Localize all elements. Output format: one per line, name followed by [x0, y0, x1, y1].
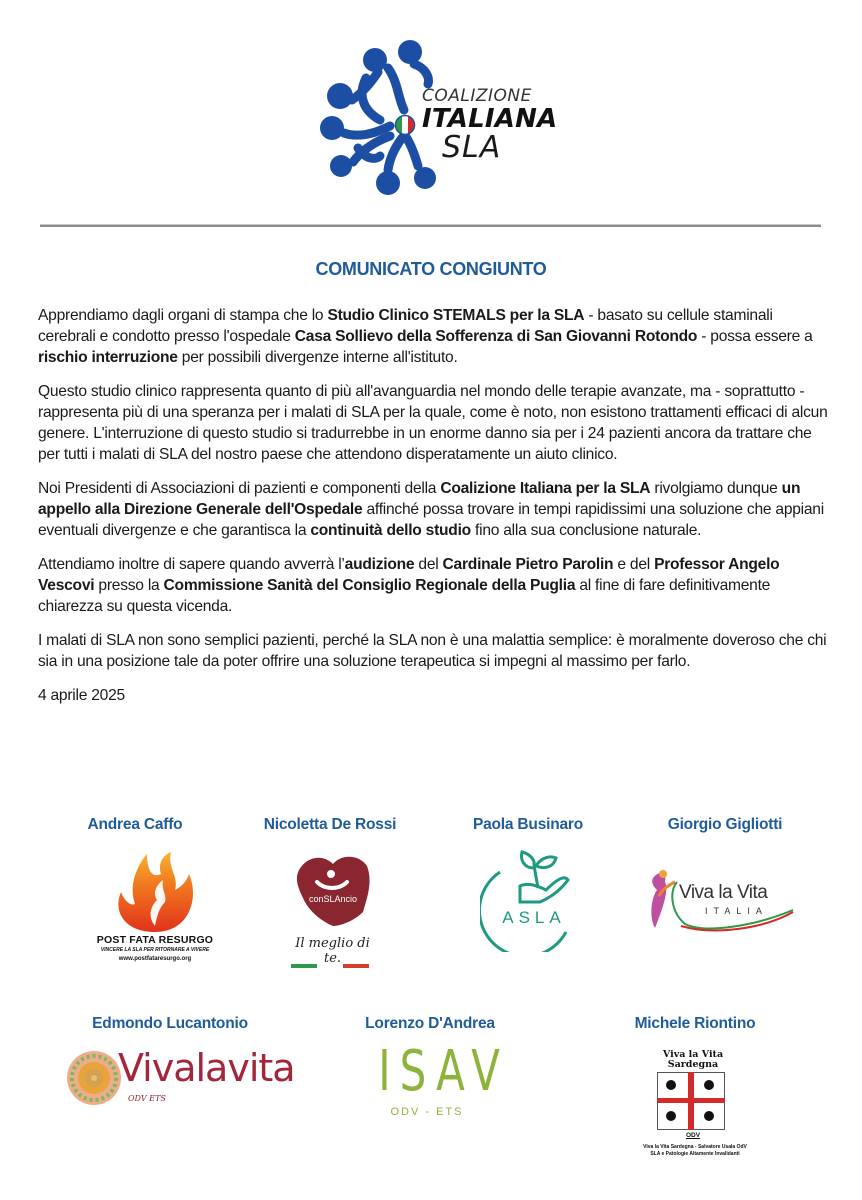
text-segment: e del — [613, 556, 655, 573]
org-title-line1: Viva la Vita — [662, 1049, 724, 1060]
org-subtitle: ODV - ETS — [390, 1106, 464, 1118]
isav-logo — [362, 1039, 509, 1122]
bold-segment: Commissione Sanità del Consiglio Regionale della Puglia — [163, 577, 576, 594]
org-title: conSLAncio — [308, 894, 358, 904]
org-caption-line1: Viva la Vita Sardegna - Salvatore Usala OdV — [643, 1144, 747, 1150]
org-subtitle: ITALIA — [705, 906, 768, 916]
document-date: 4 aprile 2025 — [38, 687, 125, 704]
post-fata-resurgo-logo — [95, 850, 215, 970]
bold-segment: Professor Angelo Vescovi — [38, 556, 780, 594]
signatory-name: Giorgio Gigliotti — [667, 816, 783, 833]
document-body — [38, 305, 828, 719]
text-segment: rivolgiamo dunque — [650, 480, 782, 497]
org-subtitle: ODV ETS — [128, 1094, 166, 1103]
bold-segment: Coalizione Italiana per la SLA — [440, 480, 651, 497]
signatory-name: Michele Riontino — [634, 1015, 756, 1032]
text-segment: Noi Presidenti di Associazioni di pazienti e componenti della — [38, 480, 441, 497]
paragraph-4 — [38, 554, 828, 617]
org-title-line2: Sardegna — [667, 1059, 719, 1070]
text-segment: al fine di fare definitivamente chiarezza su questa vicenda. — [38, 577, 771, 615]
text-segment: Questo studio clinico rappresenta quanto di più all'avanguardia nel mondo delle terapie avanzate, ma - soprattutto - rappresenta più di una speranza per i malati di SLA per la quale, come è noto, non esistono trattamenti efficaci di alcun genere. L'interruzione di questo studio si tradurrebbe in un enorme danno sia per i 24 pazienti ancora da trattare che per tutti i malati di SLA del nostro paese che attendono disperatamente un aiuto clinico. — [38, 383, 828, 463]
logo-line-italiana: ITALIANA — [422, 104, 558, 134]
org-tagline: Il meglio di te. — [295, 936, 370, 966]
viva-la-vita-sardegna-logo — [625, 1050, 765, 1165]
org-title — [679, 882, 767, 904]
org-badge: ODV — [685, 1132, 701, 1139]
text-segment: per possibili divergenze interne all'istituto. — [177, 349, 458, 366]
org-tagline: VINCERE LA SLA PER RITORNARE A VIVERE — [100, 947, 210, 953]
signatory-name: Edmondo Lucantonio — [92, 1015, 248, 1032]
org-title: POST FATA RESURGO — [96, 934, 214, 946]
text-segment: - possa essere a — [697, 328, 813, 345]
paragraph-1 — [38, 305, 828, 368]
org-title-text: Viva la Vita — [679, 882, 768, 903]
hand-plant-icon — [480, 848, 580, 952]
bold-segment: un appello alla Direzione Generale dell'Ospedale — [38, 480, 801, 518]
signatory-name: Nicoletta De Rossi — [263, 816, 397, 833]
bold-segment: rischio interruzione — [38, 349, 178, 366]
bold-segment: continuità dello studio — [310, 522, 471, 539]
signatory-name: Lorenzo D'Andrea — [365, 1015, 495, 1032]
bold-segment: Casa Sollievo della Sofferenza di San Giovanni Rotondo — [294, 328, 698, 345]
viva-la-vita-italia-logo — [645, 868, 795, 938]
bold-segment: audizione — [344, 556, 415, 573]
asla-logo — [480, 848, 580, 958]
signatory-name: Paola Businaro — [472, 816, 584, 833]
text-segment: Attendiamo inoltre di sapere quando avverrà l’ — [38, 556, 345, 573]
text-segment: Apprendiamo dagli organi di stampa che lo — [38, 307, 328, 324]
header-divider — [40, 224, 821, 227]
bold-segment: Cardinale Pietro Parolin — [442, 556, 614, 573]
logo-line-sla: SLA — [442, 130, 502, 165]
logo-line-coalizione: COALIZIONE — [422, 86, 532, 106]
org-caption-line2: SLA e Patologie Altamente Invalidanti — [650, 1151, 740, 1157]
mandala-icon — [66, 1050, 122, 1106]
four-moors-flag-icon — [657, 1072, 725, 1130]
org-title: Vivalavita — [118, 1046, 295, 1090]
org-title: ASLA — [502, 908, 566, 927]
text-segment: fino alla sua conclusione naturale. — [470, 522, 702, 539]
org-url: www.postfataresurgo.org — [118, 956, 192, 962]
text-segment: I malati di SLA non sono semplici pazienti, perché la SLA non è una malattia semplice: è moralmente doveroso che chi sia in una posizione tale da poter offrire una soluzione terapeutica si impegni al massimo per farlo. — [38, 632, 827, 670]
flame-phoenix-icon — [95, 850, 215, 934]
text-segment: presso la — [94, 577, 164, 594]
text-segment: - basato su cellule staminali cerebrali e condotto presso l'ospedale — [38, 307, 773, 345]
text-segment: del — [414, 556, 443, 573]
vivalavita-logo — [66, 1046, 295, 1110]
flag-stripe-green — [291, 964, 317, 968]
paragraph-2 — [38, 381, 828, 465]
paragraph-3 — [38, 478, 828, 541]
heart-smile-icon — [293, 852, 373, 928]
document-title: COMUNICATO CONGIUNTO — [315, 259, 547, 279]
text-segment: affinché possa trovare in tempi rapidissimi una soluzione che appiani eventuali divergenze e che garantisca la — [38, 501, 824, 539]
org-title: ISAV — [378, 1039, 509, 1104]
signatory-name: Andrea Caffo — [87, 816, 183, 833]
flag-stripe-red — [343, 964, 369, 968]
paragraph-5 — [38, 630, 828, 672]
bold-segment: Studio Clinico STEMALS per la SLA — [327, 307, 585, 324]
conslancio-logo — [285, 852, 380, 972]
